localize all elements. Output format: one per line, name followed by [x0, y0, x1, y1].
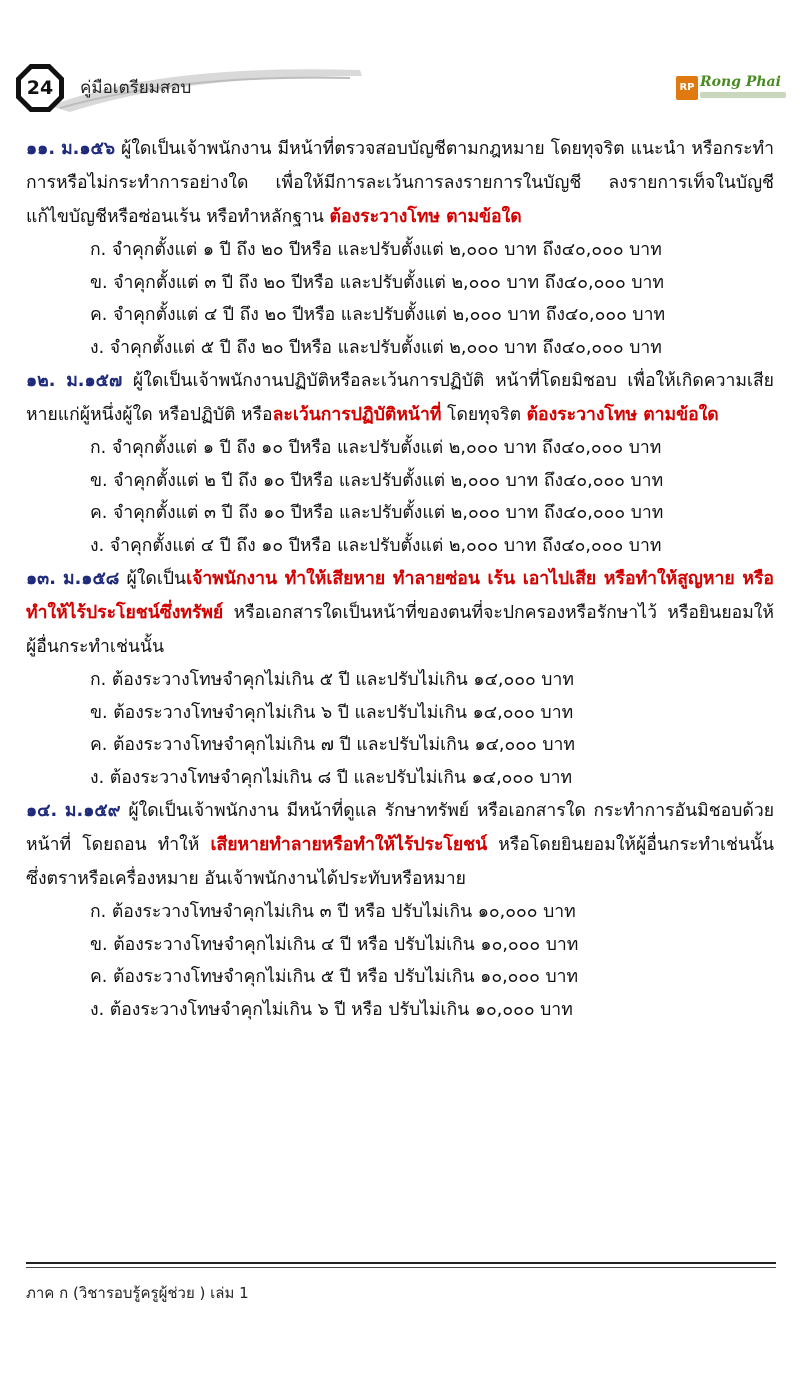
question-block	[26, 132, 774, 364]
law-section: ม.๑๕๗	[66, 371, 123, 391]
header-title: คู่มือเตรียมสอบ	[80, 78, 192, 98]
question-text	[26, 364, 774, 432]
law-section: ม.๑๕๙	[64, 801, 121, 821]
question-highlight: เสียหายทำลายหรือทำให้ไร้ประโยชน์	[210, 835, 488, 855]
question-segment: ผู้ใดเป็นเจ้าพนักงาน มีหน้าที่ตรวจสอบบัญชีตามกฎหมาย โดยทุจริต แนะนำ หรือกระทำการหรือไม่กระทำการอย่างใด เพื่อให้มีการละเว้นการลงรายการในบัญชี ลงรายการเท็จในบัญชี แก้ไขบัญชีหรือซ่อนเร้น หรือทำหลักฐาน	[26, 139, 775, 227]
page-number: 24	[26, 77, 54, 99]
question-segment: หรือเอกสารใดเป็นหน้าที่ของตนที่จะปกครองหรือรักษาไว้ หรือยินยอมให้ผู้อื่นกระทำเช่นนั้น	[26, 603, 774, 657]
answer-option: ค. จำคุกตั้งแต่ ๓ ปี ถึง ๑๐ ปีหรือ และปรับตั้งแต่ ๒,๐๐๐ บาท ถึง๔๐,๐๐๐ บาท	[90, 503, 664, 523]
question-text	[26, 132, 774, 234]
logo-tagline-decoration	[700, 92, 786, 98]
question-list	[26, 132, 774, 1026]
answer-option: ก. จำคุกตั้งแต่ ๑ ปี ถึง ๑๐ ปีหรือ และปรับตั้งแต่ ๒,๐๐๐ บาท ถึง๔๐,๐๐๐ บาท	[90, 438, 662, 458]
question-text	[26, 794, 774, 896]
answer-option: ข. ต้องระวางโทษจำคุกไม่เกิน ๖ ปี และปรับไม่เกิน ๑๔,๐๐๐ บาท	[90, 702, 574, 723]
logo-text: Rong Phai	[700, 74, 781, 90]
answer-option: ก. ต้องระวางโทษจำคุกไม่เกิน ๕ ปี และปรับไม่เกิน ๑๔,๐๐๐ บาท	[90, 670, 574, 690]
footer-rule-thin	[26, 1267, 776, 1268]
question-block	[26, 562, 774, 794]
page-header	[0, 0, 800, 120]
question-number: ๑๔.	[26, 801, 58, 821]
answer-option: ก. ต้องระวางโทษจำคุกไม่เกิน ๓ ปี หรือ ปรับไม่เกิน ๑๐,๐๐๐ บาท	[90, 902, 576, 922]
answer-option: ง. ต้องระวางโทษจำคุกไม่เกิน ๖ ปี หรือ ปรับไม่เกิน ๑๐,๐๐๐ บาท	[90, 999, 573, 1020]
question-highlight: ต้องระวางโทษ ตามข้อใด	[526, 405, 719, 425]
answer-option: ค. จำคุกตั้งแต่ ๔ ปี ถึง ๒๐ ปีหรือ และปรับตั้งแต่ ๒,๐๐๐ บาท ถึง๔๐,๐๐๐ บาท	[90, 305, 666, 325]
question-number: ๑๒.	[26, 371, 56, 391]
answer-option: ข. ต้องระวางโทษจำคุกไม่เกิน ๔ ปี หรือ ปรับไม่เกิน ๑๐,๐๐๐ บาท	[90, 934, 579, 955]
question-segment: โดยทุจริต	[441, 405, 527, 425]
footer-rule	[26, 1262, 776, 1264]
question-number: ๑๓.	[26, 569, 56, 589]
answer-option: ข. จำคุกตั้งแต่ ๒ ปี ถึง ๑๐ ปีหรือ และปรับตั้งแต่ ๒,๐๐๐ บาท ถึง๔๐,๐๐๐ บาท	[90, 470, 664, 491]
question-highlight: เจ้าพนักงาน ทำให้เสียหาย ทำลายซ่อน เร้น เอาไปเสีย หรือทำให้สูญหาย หรือทำให้ไร้ประโยชน์ซึ่งทรัพย์	[26, 569, 774, 623]
answer-option: ง. ต้องระวางโทษจำคุกไม่เกิน ๘ ปี และปรับไม่เกิน ๑๔,๐๐๐ บาท	[90, 767, 573, 788]
question-segment: หรือโดยยินยอมให้ผู้อื่นกระทำเช่นนั้น ซึ่งตราหรือเครื่องหมาย อันเจ้าพนักงานได้ประทับหรือหมาย	[26, 835, 774, 889]
question-block	[26, 364, 774, 562]
question-highlight: ต้องระวางโทษ ตามข้อใด	[329, 207, 522, 227]
publisher-logo	[676, 74, 786, 104]
question-text	[26, 562, 774, 664]
question-block	[26, 794, 774, 1026]
answer-option: ค. ต้องระวางโทษจำคุกไม่เกิน ๕ ปี หรือ ปรับไม่เกิน ๑๐,๐๐๐ บาท	[90, 967, 579, 987]
answer-option: ข. จำคุกตั้งแต่ ๓ ปี ถึง ๒๐ ปีหรือ และปรับตั้งแต่ ๒,๐๐๐ บาท ถึง๔๐,๐๐๐ บาท	[90, 272, 665, 293]
question-segment: ผู้ใดเป็นเจ้าพนักงานปฏิบัติหรือละเว้นการปฏิบัติ หน้าที่โดยมิชอบ เพื่อให้เกิดความเสียหายแก่ผู้หนึ่งผู้ใด หรือปฏิบัติ หรือ	[26, 371, 774, 425]
question-number: ๑๑.	[26, 139, 56, 159]
question-segment: ผู้ใดเป็นเจ้าพนักงาน มีหน้าที่ดูแล รักษาทรัพย์ หรือเอกสารใด กระทำการอันมิชอบด้วยหน้าที่ โดยถอน ทำให้	[26, 801, 775, 855]
answer-option: ก. จำคุกตั้งแต่ ๑ ปี ถึง ๒๐ ปีหรือ และปรับตั้งแต่ ๒,๐๐๐ บาท ถึง๔๐,๐๐๐ บาท	[90, 240, 662, 260]
answer-option: ง. จำคุกตั้งแต่ ๔ ปี ถึง ๑๐ ปีหรือ และปรับตั้งแต่ ๒,๐๐๐ บาท ถึง๔๐,๐๐๐ บาท	[90, 535, 662, 556]
answer-option: ง. จำคุกตั้งแต่ ๕ ปี ถึง ๒๐ ปีหรือ และปรับตั้งแต่ ๒,๐๐๐ บาท ถึง๔๐,๐๐๐ บาท	[90, 337, 662, 358]
answer-option: ค. ต้องระวางโทษจำคุกไม่เกิน ๗ ปี และปรับไม่เกิน ๑๔,๐๐๐ บาท	[90, 735, 575, 755]
question-highlight: ละเว้นการปฏิบัติหน้าที่	[272, 405, 442, 425]
question-segment: ผู้ใดเป็น	[119, 569, 187, 589]
law-section: ม.๑๕๘	[63, 569, 120, 589]
law-section: ม.๑๕๖	[61, 139, 115, 159]
logo-mark-icon: RP	[676, 76, 698, 100]
footer-text: ภาค ก (วิชารอบรู้ครูผู้ช่วย ) เล่ม 1	[26, 1284, 249, 1302]
